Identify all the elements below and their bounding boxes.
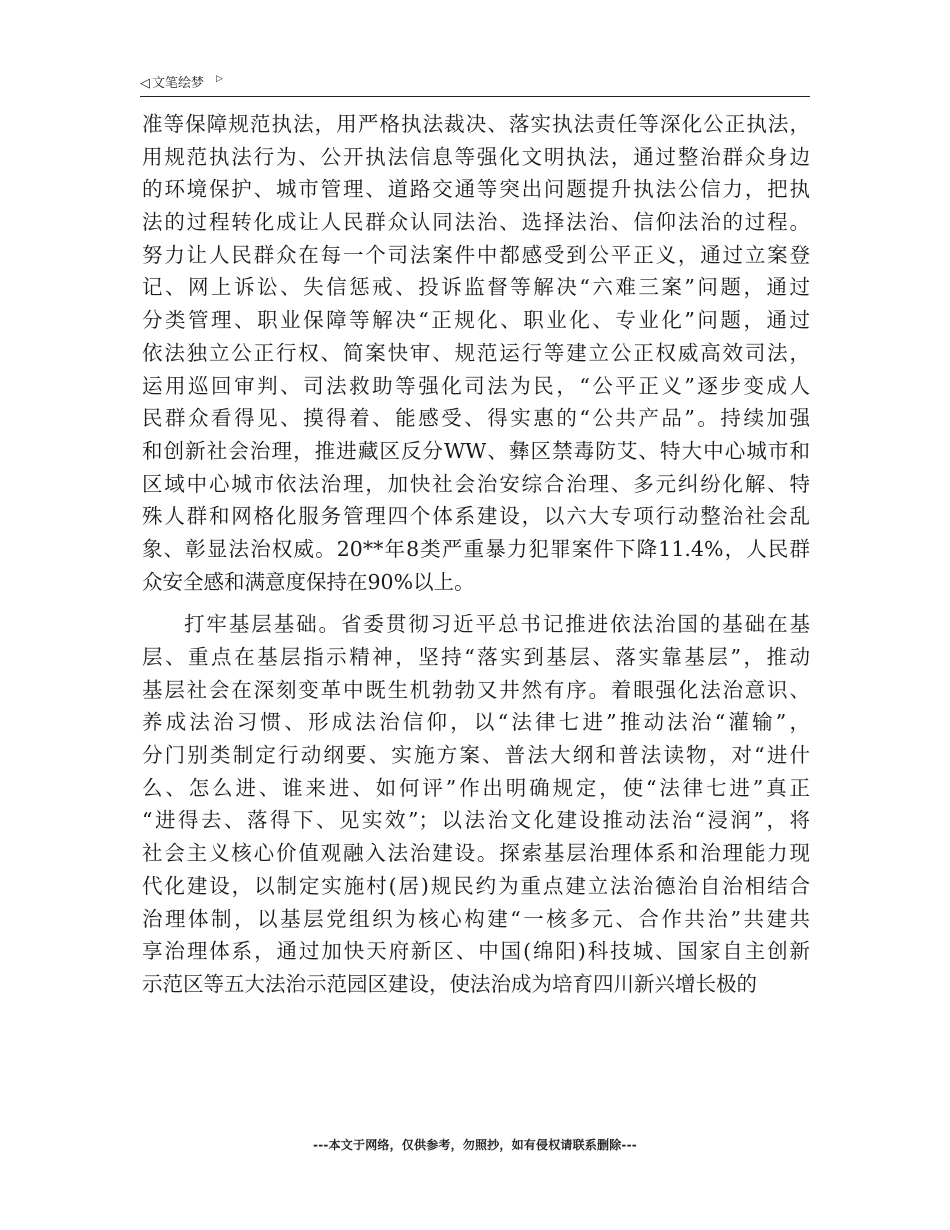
text-line: 用规范执法行为、公开执法信息等强化文明执法，通过整治群众身边 bbox=[142, 144, 810, 169]
page-header bbox=[140, 74, 810, 97]
text-line: 民群众看得见、摸得着、能感受、得实惠的“公共产品”。持续加强 bbox=[142, 406, 810, 431]
right-triangle-icon: ▷ bbox=[216, 74, 223, 84]
document-body bbox=[142, 108, 810, 1001]
text-line: 记、网上诉讼、失信惩戒、投诉监督等解决“六难三案”问题，通过 bbox=[142, 275, 810, 300]
text-line: 努力让人民群众在每一个司法案件中都感受到公平正义，通过立案登 bbox=[142, 242, 810, 267]
text-line: 基层社会在深刻变革中既生机勃勃又井然有序。着眼强化法治意识、 bbox=[142, 677, 810, 702]
text-line: 法的过程转化成让人民群众认同法治、选择法治、信仰法治的过程。 bbox=[142, 210, 810, 235]
text-line: 示范区等五大法治示范园区建设，使法治成为培育四川新兴增长极的 bbox=[142, 971, 757, 996]
text-line: 么、怎么进、谁来进、如何评”作出明确规定，使“法律七进”真正 bbox=[142, 775, 810, 800]
text-line: 区域中心城市依法治理，加快社会治安综合治理、多元纠纷化解、特 bbox=[142, 471, 810, 496]
text-line: 享治理体系，通过加快天府新区、中国(绵阳)科技城、国家自主创新 bbox=[142, 939, 810, 964]
text-line: 和创新社会治理，推进藏区反分WW、彝区禁毒防艾、特大中心城市和 bbox=[142, 438, 810, 463]
text-line: 运用巡回审判、司法救助等强化司法为民，“公平正义”逐步变成人 bbox=[142, 373, 810, 398]
paragraph-gap bbox=[142, 598, 810, 608]
left-triangle-icon: ◁ bbox=[140, 76, 150, 91]
text-line: 层、重点在基层指示精神，坚持“落实到基层、落实靠基层”，推动 bbox=[142, 645, 810, 669]
paragraph bbox=[142, 608, 810, 1000]
text-line: 准等保障规范执法，用严格执法裁决、落实执法责任等深化公正执法， bbox=[142, 112, 810, 136]
text-line: 众安全感和满意度保持在90%以上。 bbox=[142, 569, 475, 594]
text-line: 的环境保护、城市管理、道路交通等突出问题提升执法公信力，把执 bbox=[142, 177, 810, 202]
text-line: 打牢基层基础。省委贯彻习近平总书记推进依法治国的基础在基 bbox=[184, 612, 810, 637]
page-footer-disclaimer: ---本文于网络，仅供参考，勿照抄，如有侵权请联系删除--- bbox=[313, 1138, 637, 1152]
text-line: 社会主义核心价值观融入法治建设。探索基层治理体系和治理能力现 bbox=[142, 841, 810, 866]
text-line: 分类管理、职业保障等解决“正规化、职业化、专业化”问题，通过 bbox=[142, 308, 810, 333]
text-line: 殊人群和网格化服务管理四个体系建设，以六大专项行动整治社会乱 bbox=[142, 504, 810, 529]
paragraph bbox=[142, 108, 810, 598]
text-line: “进得去、落得下、见实效”；以法治文化建设推动法治“浸润”，将 bbox=[142, 808, 810, 833]
text-line: 治理体制，以基层党组织为核心构建“一核多元、合作共治”共建共 bbox=[142, 906, 810, 931]
text-line: 依法独立公正行权、简案快审、规范运行等建立公正权威高效司法， bbox=[142, 340, 810, 365]
header-title: 文笔绘梦 bbox=[152, 76, 205, 91]
text-line: 分门别类制定行动纲要、实施方案、普法大纲和普法读物，对“进什 bbox=[142, 743, 810, 768]
text-line: 养成法治习惯、形成法治信仰，以“法律七进”推动法治“灌输”， bbox=[142, 710, 810, 735]
text-line: 代化建设，以制定实施村(居)规民约为重点建立法治德治自治相结合 bbox=[142, 873, 810, 898]
text-line: 象、彰显法治权威。20**年8类严重暴力犯罪案件下降11.4%，人民群 bbox=[142, 536, 810, 561]
